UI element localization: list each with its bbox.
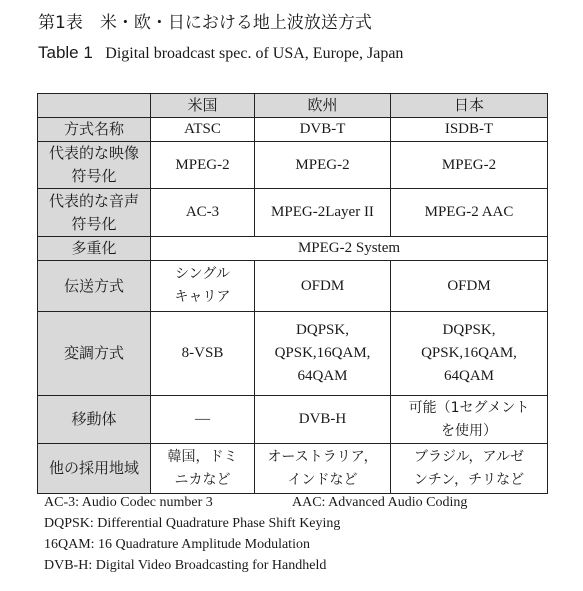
cell-line: 代表的な音声	[48, 191, 139, 210]
table-body	[38, 118, 548, 494]
cell-line: MPEG-2	[295, 156, 350, 173]
table-cell	[391, 312, 548, 396]
cell-line: を使用）	[441, 422, 497, 439]
table-cell	[151, 189, 255, 237]
cell-line: AC-3	[185, 204, 220, 220]
cell-line: DVB-H	[298, 411, 347, 427]
cell-line: 符号化	[71, 167, 117, 185]
corner-cell	[38, 94, 151, 118]
table-row	[38, 189, 548, 237]
footnote-dqpsk: DQPSK: Differential Quadrature Phase Shift Keying	[44, 516, 341, 531]
table-cell	[255, 312, 391, 396]
merged-cell	[151, 237, 548, 261]
table-cell	[391, 444, 548, 494]
table-cell	[391, 118, 548, 142]
cell-line: キャリア	[174, 289, 231, 305]
cell-line: OFDM	[447, 277, 491, 294]
table-cell	[151, 396, 255, 444]
table-row	[38, 118, 548, 142]
cell-line: QPSK,16QAM,	[421, 345, 517, 361]
cell-line: DQPSK,	[442, 322, 496, 338]
cell-line: ブラジル，アルゼ	[414, 448, 524, 465]
table-cell	[255, 118, 391, 142]
footnote-ac3: AC-3: Audio Codec number 3	[44, 495, 213, 510]
table-cell	[391, 261, 548, 312]
cell-line: —	[195, 411, 210, 427]
broadcast-spec-table	[37, 93, 548, 494]
cell-line: 多重化	[71, 239, 117, 257]
cell-line: ニカなど	[174, 471, 231, 488]
footnote-16qam: 16QAM: 16 Quadrature Amplitude Modulation	[44, 537, 310, 552]
row-header	[38, 312, 151, 396]
cell-line: ISDB-T	[444, 121, 494, 137]
table-cell	[391, 189, 548, 237]
cell-line: DQPSK,	[296, 322, 349, 338]
table-cell	[255, 261, 391, 312]
cell-line: インドなど	[287, 471, 358, 488]
table-header-row	[38, 94, 548, 118]
cell-line: OFDM	[300, 277, 345, 294]
caption-table-number: Table 1	[38, 43, 93, 62]
cell-line: 変調方式	[63, 344, 124, 362]
table-cell	[391, 142, 548, 189]
caption-english	[38, 42, 403, 65]
table-cell	[151, 142, 255, 189]
table-cell	[151, 118, 255, 142]
cell-line: 他の採用地域	[48, 459, 139, 477]
table-cell	[151, 312, 255, 396]
row-header	[38, 142, 151, 189]
cell-line: 64QAM	[443, 368, 494, 384]
footnote-line-1	[44, 492, 468, 513]
table-cell	[255, 396, 391, 444]
footnotes	[44, 492, 468, 576]
column-header-usa: 米国	[151, 94, 255, 118]
row-header	[38, 189, 151, 237]
row-header	[38, 261, 151, 312]
row-header	[38, 396, 151, 444]
cell-line: 韓国，ドミ	[167, 448, 238, 465]
cell-line: DVB-T	[299, 121, 346, 137]
cell-line: ンチン，チリなど	[413, 471, 525, 488]
table-cell	[255, 189, 391, 237]
cell-line: 方式名称	[63, 120, 124, 138]
cell-line: 64QAM	[297, 368, 348, 384]
cell-line: MPEG-2 System	[297, 240, 401, 256]
row-header	[38, 444, 151, 494]
column-header-europe: 欧州	[255, 94, 391, 118]
cell-line: ATSC	[184, 121, 221, 137]
table-row	[38, 237, 548, 261]
cell-line: MPEG-2Layer II	[271, 204, 374, 220]
row-header	[38, 237, 151, 261]
cell-line: QPSK,16QAM,	[274, 345, 371, 361]
cell-line: 符号化	[71, 214, 117, 233]
cell-line: オーストラリア，	[267, 448, 378, 465]
table-cell	[255, 142, 391, 189]
cell-line: 8-VSB	[181, 345, 224, 361]
table-row	[38, 142, 548, 189]
table-row	[38, 396, 548, 444]
cell-line: MPEG-2	[175, 156, 230, 173]
caption-japanese: 第1表 米・欧・日における地上波放送方式	[38, 13, 372, 33]
table-cell	[151, 444, 255, 494]
table-row	[38, 261, 548, 312]
cell-line: シングル	[175, 266, 230, 282]
table-row	[38, 444, 548, 494]
table-cell	[391, 396, 548, 444]
table-cell	[255, 444, 391, 494]
row-header	[38, 118, 151, 142]
cell-line: 可能（1セグメント	[408, 399, 530, 416]
footnote-dvbh: DVB-H: Digital Video Broadcasting for Handheld	[44, 558, 327, 573]
table-row	[38, 312, 548, 396]
table-cell	[151, 261, 255, 312]
cell-line: 伝送方式	[63, 276, 124, 295]
cell-line: 移動体	[71, 410, 117, 428]
cell-line: 代表的な映像	[48, 144, 139, 162]
column-header-japan: 日本	[391, 94, 548, 118]
caption-english-title: Digital broadcast spec. of USA, Europe, Japan	[105, 45, 404, 62]
cell-line: MPEG-2	[441, 156, 497, 173]
footnote-aac: AAC: Advanced Audio Coding	[292, 495, 468, 510]
cell-line: MPEG-2 AAC	[424, 204, 514, 220]
